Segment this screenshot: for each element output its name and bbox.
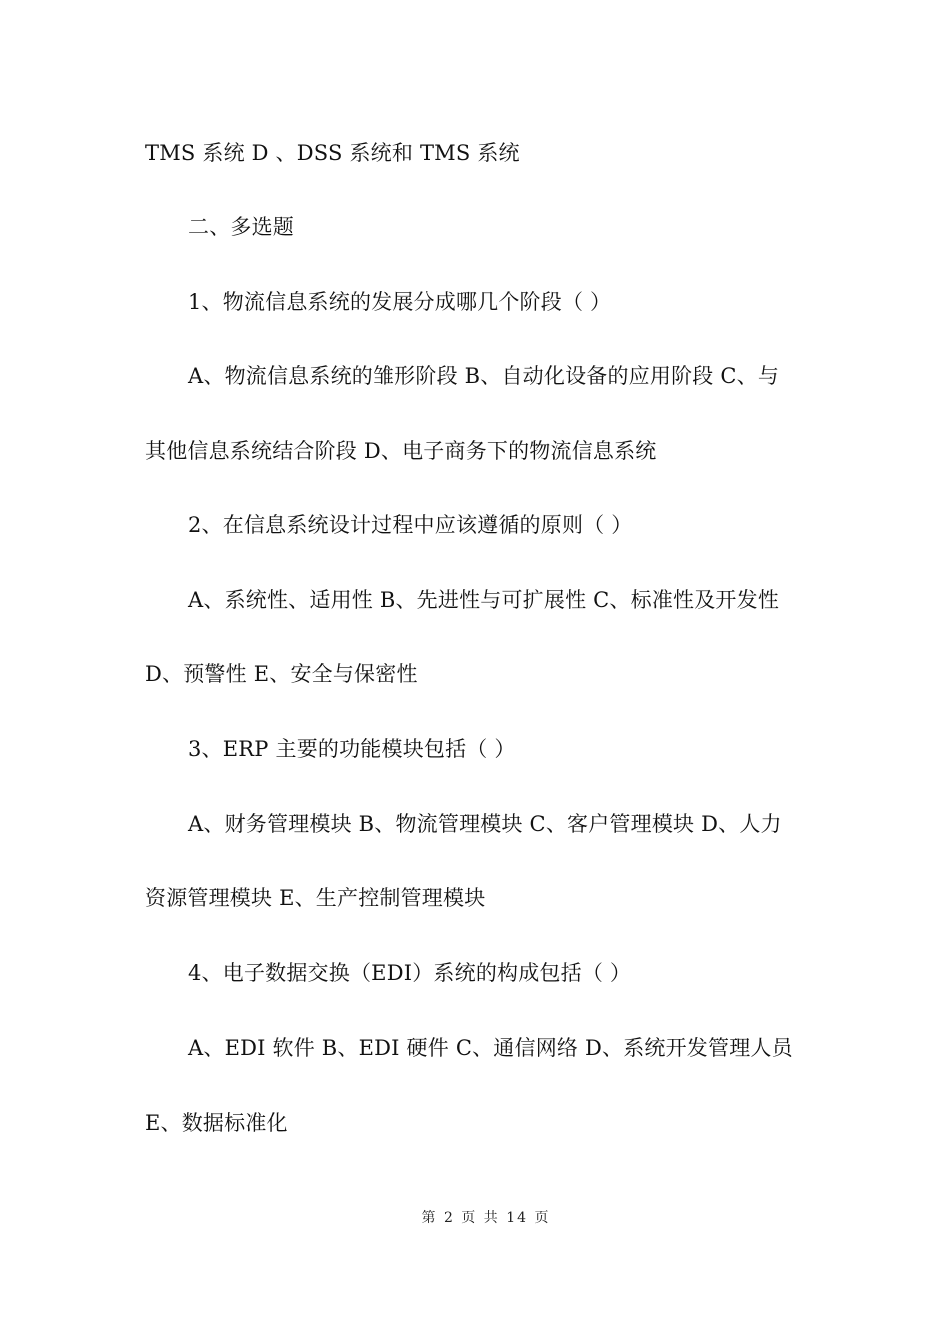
section-heading-multiple-choice: 二、多选题 (188, 215, 294, 239)
question-4-options-line-2: E、数据标准化 (145, 1111, 288, 1135)
question-3-options-line-2: 资源管理模块 E、生产控制管理模块 (145, 886, 486, 910)
question-4-options-line-1: A、EDI 软件 B、EDI 硬件 C、通信网络 D、系统开发管理人员 (188, 1036, 793, 1060)
question-option-continuation: TMS 系统 D 、DSS 系统和 TMS 系统 (145, 141, 520, 165)
question-3-options-line-1: A、财务管理模块 B、物流管理模块 C、客户管理模块 D、人力 (188, 812, 782, 836)
question-2: 2、在信息系统设计过程中应该遵循的原则（ ） (188, 513, 633, 537)
page-number-footer: 第 2 页 共 14 页 (421, 1210, 551, 1226)
question-1: 1、物流信息系统的发展分成哪几个阶段（ ） (188, 290, 612, 314)
question-1-options-line-1: A、物流信息系统的雏形阶段 B、自动化设备的应用阶段 C、与 (188, 364, 780, 388)
question-2-options-line-2: D、预警性 E、安全与保密性 (145, 662, 418, 686)
question-4: 4、电子数据交换（EDI）系统的构成包括（ ） (188, 961, 632, 985)
question-3: 3、ERP 主要的功能模块包括（ ） (188, 737, 516, 761)
question-2-options-line-1: A、系统性、适用性 B、先进性与可扩展性 C、标准性及开发性 (188, 588, 780, 612)
question-1-options-line-2: 其他信息系统结合阶段 D、电子商务下的物流信息系统 (145, 439, 657, 463)
